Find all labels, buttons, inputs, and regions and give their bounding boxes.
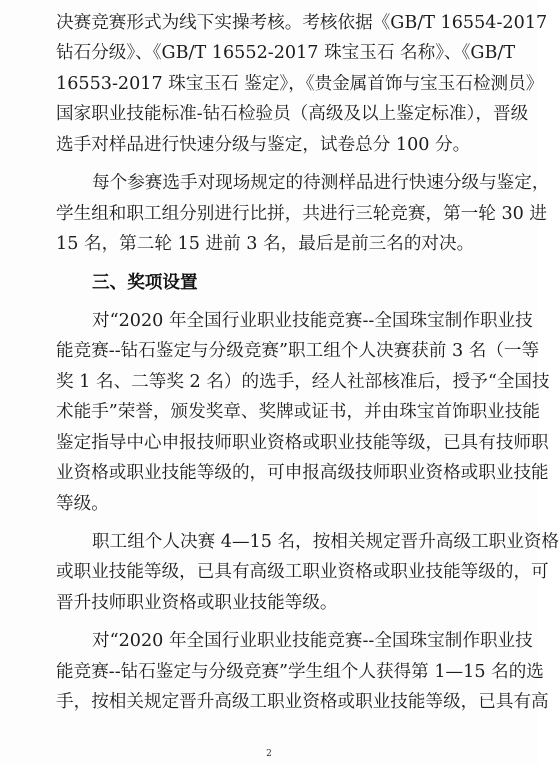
text-line: 国家职业技能标准-钻石检验员（高级及以上鉴定标准），晋级: [56, 104, 529, 125]
text-line: 对“2020 年全国行业职业技能竞赛--全国珠宝制作职业技: [92, 631, 533, 652]
text-line: 15 名，第二轮 15 进前 3 名，最后是前三名的对决。: [56, 234, 475, 255]
paragraph-student-award: [56, 626, 549, 717]
text-line: 术能手”荣誉，颁发奖章、奖牌或证书，并由珠宝首饰职业技能: [56, 402, 541, 423]
text-line: 晋升技师职业资格或职业技能等级。: [56, 592, 338, 613]
text-line: 奖 1 名、二等奖 2 名）的选手，经人社部核准后，授予“全国技: [56, 371, 550, 392]
text-line: 选手对样品进行快速分级与鉴定，试卷总分 100 分。: [56, 134, 471, 155]
paragraph-exam-format: [56, 8, 548, 160]
page-number: 2: [266, 749, 272, 759]
text-line: 职工组个人决赛 4—15 名，按相关规定晋升高级工职业资格: [92, 532, 559, 552]
text-line: 能竞赛--钻石鉴定与分级竞赛”职工组个人决赛获前 3 名（一等: [56, 341, 540, 362]
text-line: 能竞赛--钻石鉴定与分级竞赛”学生组个人获得第 1—15 名的选: [56, 661, 544, 682]
text-line: 每个参赛选手对现场规定的待测样品进行快速分级与鉴定，: [92, 173, 550, 194]
text-line: 决赛竞赛形式为线下实操考核。考核依据《GB/T 16554-2017: [56, 13, 548, 33]
text-line: 业资格或职业技能等级的，可申报高级技师职业资格或职业技能: [56, 463, 549, 484]
text-line: 或职业技能等级，已具有高级工职业资格或职业技能等级的，可: [56, 562, 549, 583]
text-line: 等级。: [56, 493, 109, 514]
text-line: 钻石分级》、《GB/T 16552-2017 珠宝玉石 名称》、《GB/T: [56, 43, 516, 64]
text-line: 手，按相关规定晋升高级工职业资格或职业技能等级，已具有高: [56, 692, 549, 713]
text-line: 对“2020 年全国行业职业技能竞赛--全国珠宝制作职业技: [92, 310, 533, 331]
section-heading: 三、奖项设置: [92, 272, 198, 293]
text-line: 学生组和职工组分别进行比拼，共进行三轮竞赛，第一轮 30 进: [56, 203, 548, 224]
text-line: 16553-2017 珠宝玉石 鉴定》，《贵金属首饰与宝玉石检测员》: [56, 73, 544, 94]
paragraph-staff-4-15-award: [56, 527, 559, 618]
text-line: 鉴定指导中心申报技师职业资格或职业技能等级，已具有技师职: [56, 432, 549, 453]
paragraph-competition-rounds: [56, 168, 550, 259]
document-body: [56, 8, 559, 718]
paragraph-staff-top-award: [56, 306, 550, 519]
